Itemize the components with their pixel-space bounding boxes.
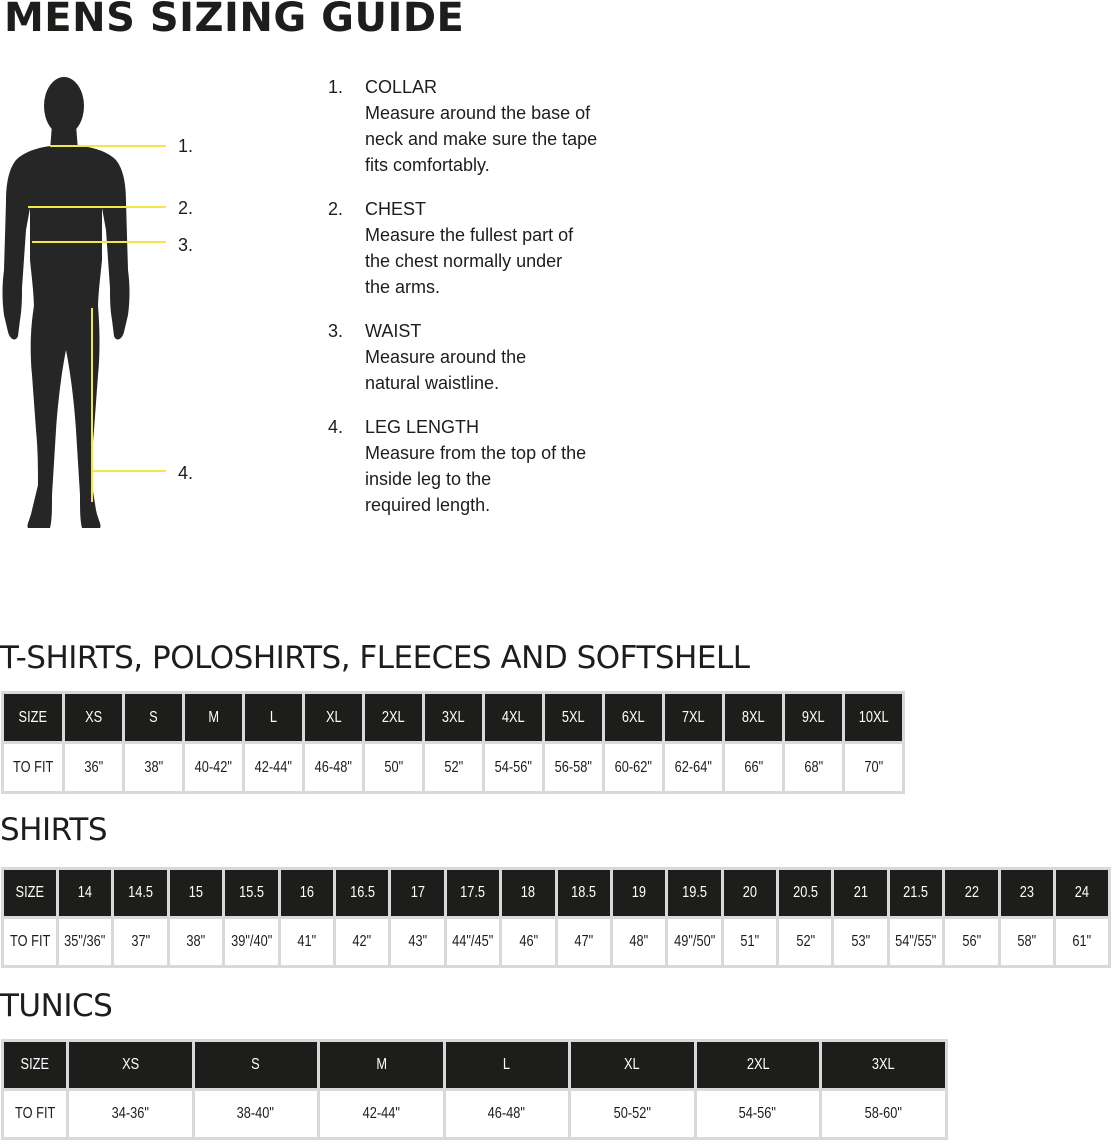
section-title-shirts: SHIRTS	[0, 812, 108, 848]
row-label	[4, 919, 56, 965]
fit-cell	[225, 919, 277, 965]
size-cell	[613, 870, 665, 916]
fit-cell	[320, 1091, 443, 1137]
fit-value: 62-64"	[674, 758, 713, 776]
size-cell	[281, 870, 333, 916]
instruction-text: Measure from the top of the	[365, 443, 587, 463]
size-value: 19	[631, 884, 647, 901]
instruction-text: Measure the fullest part of	[365, 225, 574, 245]
size-value: 15	[188, 884, 204, 901]
size-value: 15.5	[238, 884, 264, 901]
fit-row	[4, 919, 1108, 965]
size-cell	[245, 694, 302, 741]
size-value: XS	[84, 708, 103, 726]
size-value: 21.5	[903, 884, 929, 901]
size-value: 7XL	[682, 708, 705, 726]
fit-cell	[1056, 919, 1108, 965]
fit-value: 46"	[518, 933, 538, 950]
fit-value: 38"	[186, 933, 206, 950]
size-cell	[305, 694, 362, 741]
size-table-tshirts	[1, 691, 905, 794]
row-label	[4, 694, 62, 741]
instruction-text: required length.	[365, 495, 491, 515]
fit-cell	[336, 919, 388, 965]
fit-value: 47"	[574, 933, 594, 950]
row-label-text: TO FIT	[9, 933, 51, 950]
size-value: 23	[1019, 884, 1034, 901]
size-cell	[785, 694, 842, 741]
size-value: 24	[1075, 884, 1090, 901]
fit-cell	[665, 744, 722, 791]
fit-value: 35"/36"	[64, 933, 106, 950]
size-cell	[195, 1042, 318, 1088]
size-value: M	[208, 708, 219, 726]
size-cell	[185, 694, 242, 741]
fit-value: 38-40"	[237, 1105, 275, 1122]
row-label	[4, 870, 56, 916]
instruction-text: Measure around the base of	[365, 103, 591, 123]
fit-cell	[425, 744, 482, 791]
fit-cell	[446, 1091, 569, 1137]
fit-value: 52"	[795, 933, 815, 950]
size-value: 3XL	[871, 1056, 895, 1073]
section-title-tshirts: T-SHIRTS, POLOSHIRTS, FLEECES AND SOFTSHELL	[0, 640, 750, 676]
fit-cell	[558, 919, 610, 965]
fit-cell	[834, 919, 886, 965]
fit-value: 48"	[629, 933, 649, 950]
fit-cell	[502, 919, 554, 965]
fit-value: 58-60"	[864, 1105, 902, 1122]
size-table-tunics	[1, 1039, 948, 1140]
fit-cell	[69, 1091, 192, 1137]
size-value: M	[375, 1056, 387, 1073]
fit-cell	[1001, 919, 1053, 965]
instruction-text: Measure around the	[365, 347, 527, 367]
size-cell	[697, 1042, 820, 1088]
size-value: 21	[853, 884, 868, 901]
fit-value: 37"	[131, 933, 150, 950]
size-value: 18	[521, 884, 536, 901]
fit-cell	[945, 919, 997, 965]
fit-row	[4, 744, 902, 791]
size-cell	[668, 870, 720, 916]
body-measurement-figure	[0, 70, 220, 540]
size-value: 18.5	[571, 884, 597, 901]
instruction-text: the chest normally under	[365, 251, 563, 271]
size-value: 14	[78, 884, 93, 901]
fit-cell	[185, 744, 242, 791]
instruction-number: 4.	[328, 417, 344, 437]
fit-value: 43"	[408, 933, 427, 950]
size-row	[4, 694, 902, 741]
size-value: 2XL	[746, 1056, 770, 1073]
size-row	[4, 870, 1108, 916]
size-cell	[665, 694, 722, 741]
fit-cell	[845, 744, 902, 791]
size-value: 17	[410, 884, 425, 901]
fit-cell	[391, 919, 443, 965]
fit-value: 38"	[144, 758, 163, 776]
size-value: 4XL	[502, 708, 525, 726]
size-value: XL	[624, 1056, 641, 1073]
size-value: 22	[964, 884, 979, 901]
size-cell	[365, 694, 422, 741]
fit-value: 52"	[444, 758, 463, 776]
size-cell	[485, 694, 542, 741]
fit-value: 42-44"	[254, 758, 293, 776]
fit-cell	[447, 919, 499, 965]
fit-cell	[725, 744, 782, 791]
fit-value: 58"	[1017, 933, 1037, 950]
size-value: L	[269, 708, 278, 726]
instruction-text: neck and make sure the tape	[365, 129, 598, 149]
size-value: 8XL	[742, 708, 765, 726]
row-label	[4, 744, 62, 791]
fit-value: 46-48"	[314, 758, 353, 776]
size-cell	[558, 870, 610, 916]
fit-cell	[605, 744, 662, 791]
fit-value: 40-42"	[194, 758, 233, 776]
fit-cell	[485, 744, 542, 791]
size-cell	[65, 694, 122, 741]
size-cell	[1056, 870, 1108, 916]
section-title-tunics: TUNICS	[0, 988, 113, 1024]
fit-value: 68"	[804, 758, 823, 776]
fit-cell	[613, 919, 665, 965]
size-cell	[114, 870, 166, 916]
size-value: 16	[299, 884, 314, 901]
row-label-text: TO FIT	[14, 1105, 56, 1122]
size-cell	[1001, 870, 1053, 916]
size-cell	[446, 1042, 569, 1088]
row-label	[4, 1091, 66, 1137]
fit-cell	[697, 1091, 820, 1137]
size-value: S	[251, 1056, 261, 1073]
fit-cell	[779, 919, 831, 965]
fit-value: 66"	[744, 758, 763, 776]
size-value: 16.5	[349, 884, 375, 901]
size-cell	[779, 870, 831, 916]
fit-cell	[668, 919, 720, 965]
fit-value: 39"/40"	[230, 933, 272, 950]
fit-cell	[195, 1091, 318, 1137]
instruction-heading: COLLAR	[365, 77, 438, 97]
instruction-text: fits comfortably.	[365, 155, 490, 175]
size-value: 19.5	[682, 884, 707, 901]
instruction-number: 3.	[328, 321, 344, 341]
fit-value: 42"	[352, 933, 372, 950]
marker-4: 4.	[178, 463, 194, 483]
size-cell	[571, 1042, 694, 1088]
fit-value: 34-36"	[111, 1105, 149, 1122]
size-cell	[69, 1042, 192, 1088]
fit-value: 50-52"	[613, 1105, 651, 1122]
fit-cell	[65, 744, 122, 791]
size-value: XS	[121, 1056, 139, 1073]
size-cell	[425, 694, 482, 741]
size-cell	[845, 694, 902, 741]
fit-cell	[125, 744, 182, 791]
fit-cell	[724, 919, 776, 965]
size-value: L	[503, 1056, 511, 1073]
fit-value: 60-62"	[614, 758, 653, 776]
fit-cell	[305, 744, 362, 791]
page-title: MENS SIZING GUIDE	[4, 0, 465, 41]
fit-cell	[281, 919, 333, 965]
size-value: 9XL	[802, 708, 825, 726]
fit-cell	[245, 744, 302, 791]
instruction-text: natural waistline.	[365, 373, 500, 393]
row-label-text: SIZE	[20, 1056, 50, 1073]
size-cell	[320, 1042, 443, 1088]
fit-cell	[890, 919, 942, 965]
instruction-text: the arms.	[365, 277, 441, 297]
size-cell	[502, 870, 554, 916]
size-value: 14.5	[128, 884, 154, 901]
instruction-heading: WAIST	[365, 321, 422, 341]
fit-value: 46-48"	[488, 1105, 526, 1122]
marker-1: 1.	[178, 136, 194, 156]
fit-value: 56"	[962, 933, 981, 950]
size-value: 17.5	[460, 884, 486, 901]
size-cell	[59, 870, 111, 916]
fit-value: 56-58"	[554, 758, 593, 776]
size-value: 6XL	[622, 708, 645, 726]
fit-value: 54-56"	[739, 1105, 777, 1122]
fit-cell	[114, 919, 166, 965]
fit-cell	[59, 919, 111, 965]
fit-value: 53"	[851, 933, 871, 950]
size-cell	[945, 870, 997, 916]
size-cell	[724, 870, 776, 916]
fit-cell	[785, 744, 842, 791]
row-label	[4, 1042, 66, 1088]
fit-row	[4, 1091, 945, 1137]
fit-value: 54"/55"	[895, 933, 937, 950]
instruction-heading: CHEST	[365, 199, 427, 219]
size-table-shirts	[1, 867, 1111, 968]
instruction-heading: LEG LENGTH	[365, 417, 480, 437]
size-row	[4, 1042, 945, 1088]
size-value: 2XL	[382, 708, 405, 726]
fit-value: 49"/50"	[673, 933, 716, 950]
size-cell	[890, 870, 942, 916]
size-cell	[447, 870, 499, 916]
fit-cell	[170, 919, 222, 965]
fit-cell	[365, 744, 422, 791]
fit-value: 42-44"	[362, 1105, 400, 1122]
marker-3: 3.	[178, 235, 194, 255]
fit-value: 44"/45"	[452, 933, 494, 950]
size-value: 10XL	[858, 708, 889, 726]
row-label-text: SIZE	[18, 708, 48, 726]
fit-value: 70"	[864, 758, 883, 776]
size-cell	[125, 694, 182, 741]
size-value: 5XL	[562, 708, 585, 726]
size-cell	[391, 870, 443, 916]
size-cell	[605, 694, 662, 741]
instruction-number: 1.	[328, 77, 344, 97]
fit-cell	[822, 1091, 945, 1137]
size-cell	[336, 870, 388, 916]
fit-value: 50"	[384, 758, 403, 776]
size-value: XL	[325, 708, 342, 726]
size-value: 20.5	[792, 884, 818, 901]
size-value: 20	[742, 884, 758, 901]
size-value: S	[149, 708, 158, 726]
row-label-text: SIZE	[15, 884, 45, 901]
fit-value: 51"	[740, 933, 760, 950]
fit-cell	[571, 1091, 694, 1137]
size-cell	[834, 870, 886, 916]
marker-2: 2.	[178, 198, 194, 218]
fit-value: 36"	[84, 758, 103, 776]
size-cell	[725, 694, 782, 741]
size-cell	[822, 1042, 945, 1088]
fit-cell	[545, 744, 602, 791]
fit-value: 41"	[297, 933, 317, 950]
size-cell	[225, 870, 277, 916]
size-cell	[170, 870, 222, 916]
row-label-text: TO FIT	[12, 758, 54, 776]
fit-value: 54-56"	[494, 758, 533, 776]
instruction-number: 2.	[328, 199, 344, 219]
size-value: 3XL	[442, 708, 465, 726]
fit-value: 61"	[1072, 933, 1092, 950]
size-cell	[545, 694, 602, 741]
instruction-text: inside leg to the	[365, 469, 492, 489]
